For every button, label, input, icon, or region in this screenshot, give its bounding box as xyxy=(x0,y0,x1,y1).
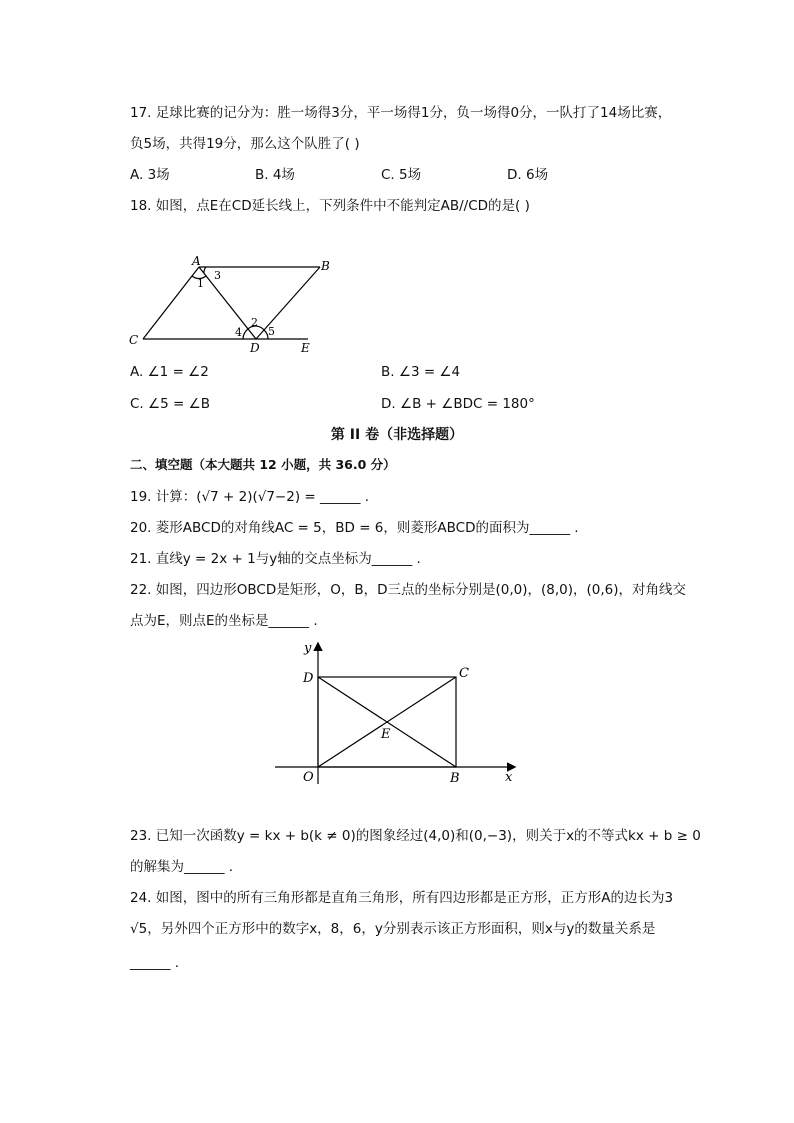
q18-option-c: C. ∠5 = ∠B xyxy=(130,396,210,412)
q22-rectangle-figure xyxy=(270,638,530,788)
label-e: E xyxy=(301,341,310,355)
label-c: C xyxy=(459,666,469,681)
q18-option-d: D. ∠B + ∠BDC = 180° xyxy=(381,396,535,412)
part2-title: 第 II 卷（非选择题） xyxy=(330,427,464,443)
label-o: O xyxy=(303,770,314,785)
label-angle-3: 3 xyxy=(214,269,221,282)
line-ad xyxy=(199,267,256,339)
q17-option-d: D. 6场 xyxy=(507,167,549,183)
line-ca xyxy=(143,267,199,339)
label-angle-1: 1 xyxy=(197,277,204,290)
q17-option-a: A. 3场 xyxy=(130,167,170,183)
q24-line3: ______ . xyxy=(130,955,180,971)
q24-line1: 24. 如图，图中的所有三角形都是直角三角形，所有四边形都是正方形，正方形A的边长为3 xyxy=(130,890,674,906)
angle-4-arc xyxy=(243,329,248,339)
q23-line2: 的解集为______ . xyxy=(130,859,234,875)
label-b: B xyxy=(321,259,330,273)
q24-line2: √5，另外四个正方形中的数字x，8，6，y分别表示该正方形面积，则x与y的数量关系是 xyxy=(130,921,656,937)
line-bd xyxy=(256,267,320,339)
q17-line2: 负5场，共得19分，那么这个队胜了( ) xyxy=(130,136,360,152)
label-d: D xyxy=(303,671,314,686)
label-c: C xyxy=(129,333,139,347)
q18-option-a: A. ∠1 = ∠2 xyxy=(130,364,209,380)
q21-line: 21. 直线y = 2x + 1与y轴的交点坐标为______ . xyxy=(130,551,421,567)
q23-line1: 23. 已知一次函数y = kx + b(k ≠ 0)的图象经过(4,0)和(0,−3)，则关于x的不等式kx + b ≥ 0 xyxy=(130,828,701,844)
label-y-axis: y xyxy=(304,641,312,656)
label-x-axis: x xyxy=(505,770,513,785)
label-b: B xyxy=(450,771,460,786)
label-e: E xyxy=(381,727,391,742)
q22-line1: 22. 如图，四边形OBCD是矩形，O，B，D三点的坐标分别是(0,0)，(8,0)，(0,6)，对角线交 xyxy=(130,582,687,598)
fill-in-section-heading: 二、填空题（本大题共 12 小题，共 36.0 分） xyxy=(130,457,396,472)
q18-parallelogram-figure xyxy=(125,252,330,357)
q20-line: 20. 菱形ABCD的对角线AC = 5，BD = 6，则菱形ABCD的面积为______ . xyxy=(130,520,579,536)
q17-line1: 17. 足球比赛的记分为：胜一场得3分，平一场得1分，负一场得0分，一队打了14场比赛， xyxy=(130,105,672,121)
label-angle-5: 5 xyxy=(268,325,275,338)
label-angle-2: 2 xyxy=(251,316,258,329)
label-d: D xyxy=(250,341,260,355)
q22-line2: 点为E，则点E的坐标是______ . xyxy=(130,613,318,629)
angle-3-arc xyxy=(204,267,206,273)
q17-option-b: B. 4场 xyxy=(255,167,295,183)
label-angle-4: 4 xyxy=(235,326,242,339)
q17-option-c: C. 5场 xyxy=(381,167,422,183)
q18-option-b: B. ∠3 = ∠4 xyxy=(381,364,461,380)
q19-line: 19. 计算：(√7 + 2)(√7−2) = ______ . xyxy=(130,489,370,505)
label-a: A xyxy=(192,254,201,268)
q18-line1: 18. 如图，点E在CD延长线上，下列条件中不能判定AB//CD的是( ) xyxy=(130,198,530,214)
